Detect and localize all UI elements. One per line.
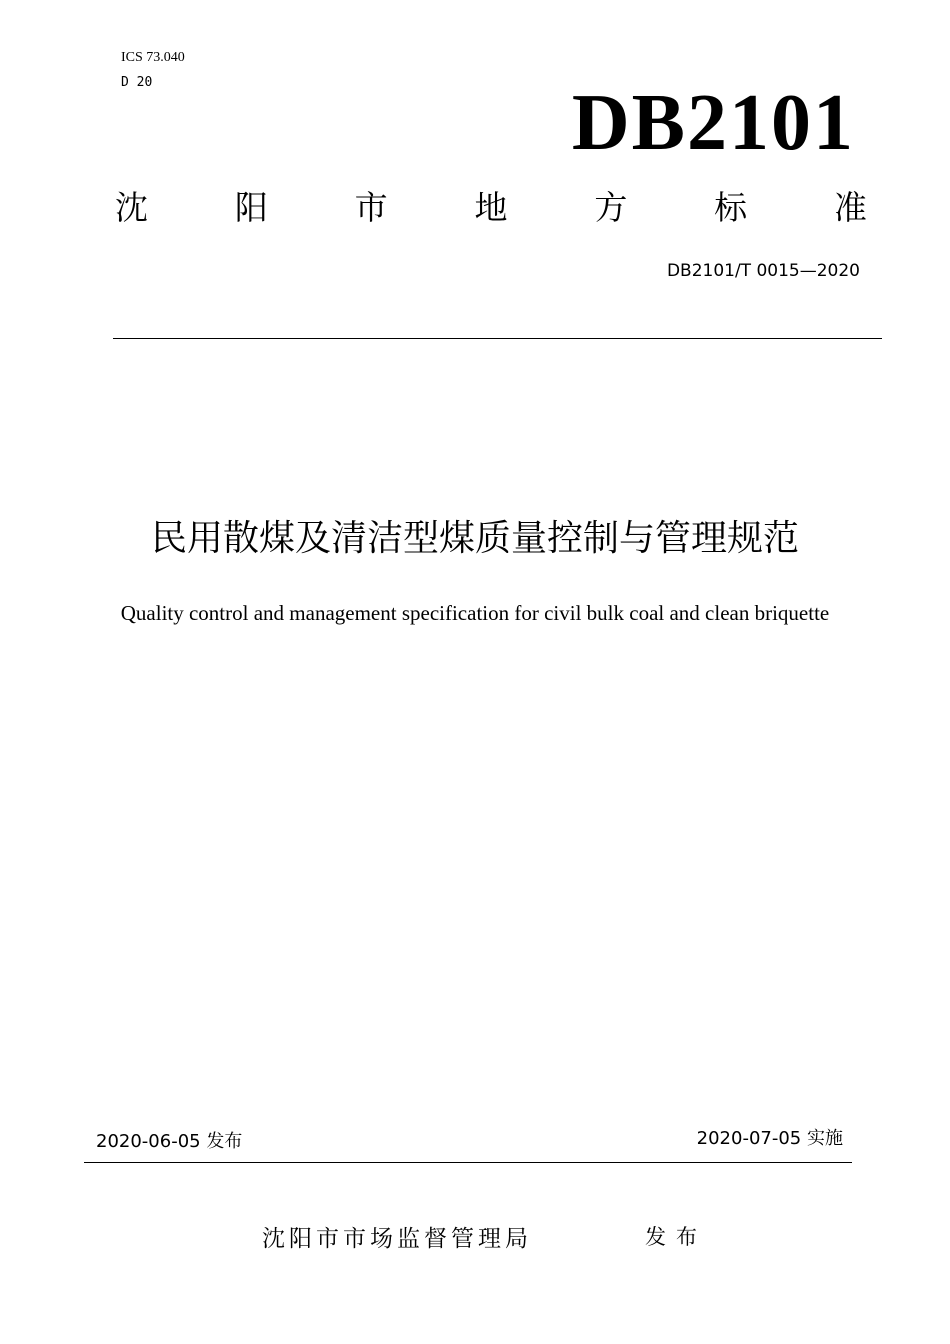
standard-type-char: 市 [354, 188, 388, 227]
standard-type-char: 标 [714, 188, 748, 227]
document-title-english: Quality control and management specification for civil bulk coal and clean briquette [120, 601, 830, 625]
publish-date: 2020-06-05 发布 [96, 1131, 243, 1152]
ics-code: ICS 73.040 [121, 50, 185, 65]
issue-label: 发布 [645, 1225, 707, 1249]
standard-type-char: 阳 [234, 188, 268, 227]
standard-type-char: 地 [474, 188, 508, 227]
standard-type-char: 沈 [115, 188, 148, 227]
standard-type-char: 方 [594, 188, 628, 227]
document-title-chinese: 民用散煤及清洁型煤质量控制与管理规范 [150, 518, 799, 559]
standard-number: DB2101/T 0015—2020 [666, 261, 860, 281]
standard-code-logo: DB2101 [571, 79, 855, 167]
issuing-authority: 沈阳市市场监督管理局 [262, 1226, 532, 1252]
implement-date: 2020-07-05 实施 [696, 1128, 843, 1149]
ccs-code: D 20 [121, 75, 153, 90]
footer-divider [84, 1162, 852, 1163]
header-divider [113, 338, 882, 339]
standard-type-heading [115, 184, 867, 232]
standard-type-char: 准 [833, 188, 867, 227]
